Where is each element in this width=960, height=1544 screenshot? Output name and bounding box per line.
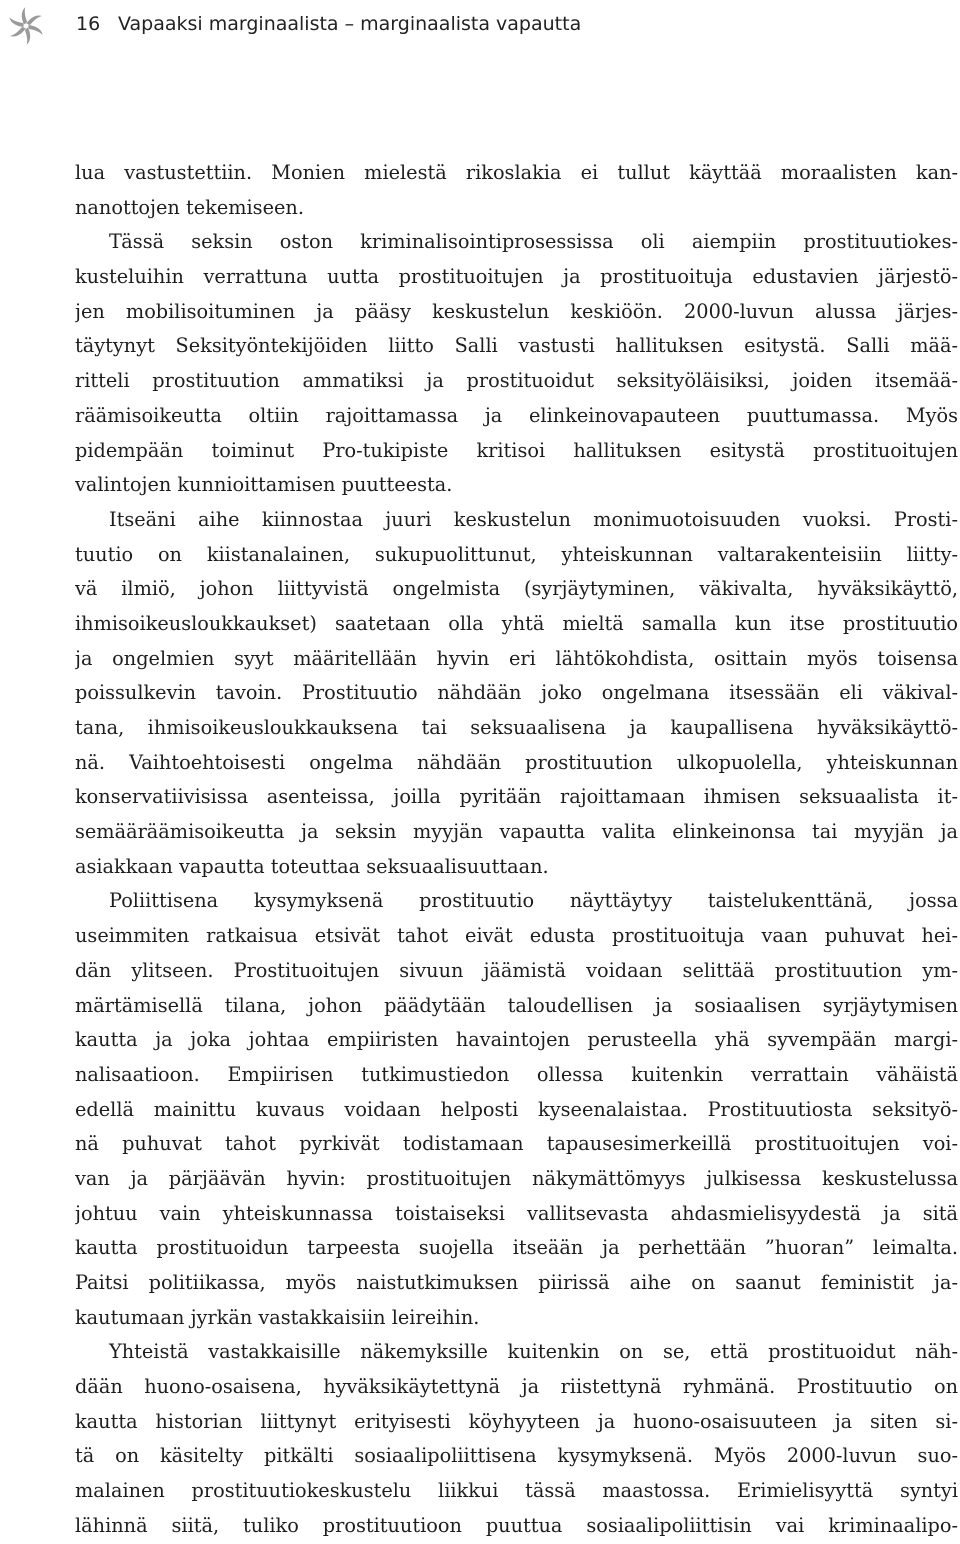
- text-line: Tässä seksin oston kriminalisointiprosessissa oli aiempiin prostituutiokes-: [109, 230, 958, 254]
- text-line: nalisaatioon. Empiirisen tutkimustiedon ollessa kuitenkin verrattain vähäistä: [75, 1062, 958, 1086]
- text-line: tana, ihmisoikeusloukkauksena tai seksuaalisena ja kaupallisena hyväksikäyttö-: [75, 716, 958, 739]
- text-line: kusteluihin verrattuna uutta prostituoitujen ja prostituoituja edustavien järjestö-: [75, 265, 958, 289]
- text-line: tuutio on kiistanalainen, sukupuolittunut, yhteiskunnan valtarakenteisiin liitty-: [75, 542, 958, 566]
- text-line: useimmiten ratkaisua etsivät tahot eivät edusta prostituoituja vaan puhuvat hei-: [75, 924, 958, 948]
- text-line: räämisoikeutta oltiin rajoittamassa ja elinkeinovapauteen puuttumassa. Myös: [75, 403, 958, 427]
- page-number: 16: [76, 13, 101, 35]
- text-line: kautta prostituoidun tarpeesta suojella itseään ja perhettään ”huoran” leimalta.: [75, 1236, 958, 1260]
- text-line: konservatiivisissa asenteissa, joilla pyritään rajoittamaan ihmisen seksuaalista it-: [75, 785, 958, 809]
- text-line: nä. Vaihtoehtoisesti ongelma nähdään prostituution ulkopuolella, yhteiskunnan: [75, 750, 958, 774]
- text-line: valintojen kunnioittamisen puutteesta.: [75, 473, 453, 497]
- text-line: ja ongelmien syyt määritellään hyvin eri lähtökohdista, osittain myös toisensa: [75, 646, 958, 670]
- page-header: [0, 6, 960, 46]
- text-line: edellä mainittu kuvaus voidaan helposti kyseenalaistaa. Prostituutiosta seksityö-: [75, 1097, 958, 1121]
- text-line: jen mobilisoituminen ja pääsy keskustelun keskiöön. 2000-luvun alussa järjes-: [75, 299, 958, 323]
- text-line: tä on käsitelty pitkälti sosiaalipoliittisena kysymyksenä. Myös 2000-luvun suo-: [75, 1444, 958, 1468]
- text-line: Itseäni aihe kiinnostaa juuri keskustelun monimuotoisuuden vuoksi. Prosti-: [109, 507, 958, 531]
- text-line: täytynyt Seksityöntekijöiden liitto Salli vastusti hallituksen esitystä. Salli mää-: [75, 334, 958, 358]
- running-title: Vapaaksi marginaalista – marginaalista vapautta: [118, 13, 582, 35]
- text-line: poissulkevin tavoin. Prostituutio nähdään joko ongelmana itsessään eli väkival-: [75, 681, 958, 705]
- text-line: kautta historian liittynyt erityisesti köyhyyteen ja huono-osaisuuteen ja siten si-: [75, 1409, 958, 1433]
- text-line: Poliittisena kysymyksenä prostituutio näyttäytyy taistelukenttänä, jossa: [109, 889, 958, 913]
- text-line: märtämisellä tilana, johon päädytään taloudellisen ja sosiaalisen syrjäytymisen: [75, 993, 958, 1017]
- text-line: Yhteistä vastakkaisille näkemyksille kuitenkin on se, että prostituoidut näh-: [109, 1340, 958, 1364]
- text-line: Paitsi politiikassa, myös naistutkimuksen piirissä aihe on saanut feministit ja-: [75, 1271, 958, 1294]
- body-text: [75, 156, 958, 1544]
- text-line: dään huono-osaisena, hyväksikäytettynä ja riistettynä ryhmänä. Prostituutio on: [75, 1375, 958, 1399]
- text-line: lua vastustettiin. Monien mielestä rikoslakia ei tullut käyttää moraalisten kan-: [75, 161, 958, 184]
- text-line: vä ilmiö, johon liittyvistä ongelmista (syrjäytyminen, väkivalta, hyväksikäyttö,: [75, 577, 958, 601]
- text-line: semääräämisoikeutta ja seksin myyjän vapautta valita elinkeinonsa tai myyjän ja: [75, 820, 958, 844]
- text-line: kautumaan jyrkän vastakkaisiin leireihin.: [75, 1305, 480, 1329]
- text-line: ihmisoikeusloukkaukset) saatetaan olla yhtä mieltä samalla kun itse prostituutio: [75, 611, 958, 635]
- text-line: nanottojen tekemiseen.: [75, 195, 304, 219]
- text-line: nä puhuvat tahot pyrkivät todistamaan tapausesimerkeillä prostituoitujen voi-: [75, 1132, 958, 1156]
- text-line: pidempään toiminut Pro-tukipiste kritisoi hallituksen esitystä prostituoitujen: [75, 438, 958, 462]
- text-line: van ja pärjäävän hyvin: prostituoitujen näkymättömyys julkisessa keskustelussa: [75, 1166, 958, 1190]
- text-line: kautta ja joka johtaa empiiristen havaintojen perusteella yhä syvempään margi-: [75, 1028, 958, 1052]
- text-line: malainen prostituutiokeskustelu liikkui tässä maastossa. Erimielisyyttä syntyi: [75, 1479, 958, 1503]
- text-line: ritteli prostituution ammatiksi ja prostituoidut seksityöläisiksi, joiden itsemää-: [75, 369, 958, 393]
- swirl-logo-icon: [6, 6, 46, 46]
- text-line: johtuu vain yhteiskunnassa toistaiseksi vallitsevasta ahdasmielisyydestä ja sitä: [75, 1201, 958, 1225]
- text-line: asiakkaan vapautta toteuttaa seksuaalisuuttaan.: [75, 854, 549, 878]
- text-line: dän ylitseen. Prostituoitujen sivuun jäämistä voidaan selittää prostituution ym-: [75, 958, 958, 982]
- text-line: lähinnä siitä, tuliko prostituutioon puuttua sosiaalipoliittisin vai kriminaalipo-: [75, 1513, 958, 1537]
